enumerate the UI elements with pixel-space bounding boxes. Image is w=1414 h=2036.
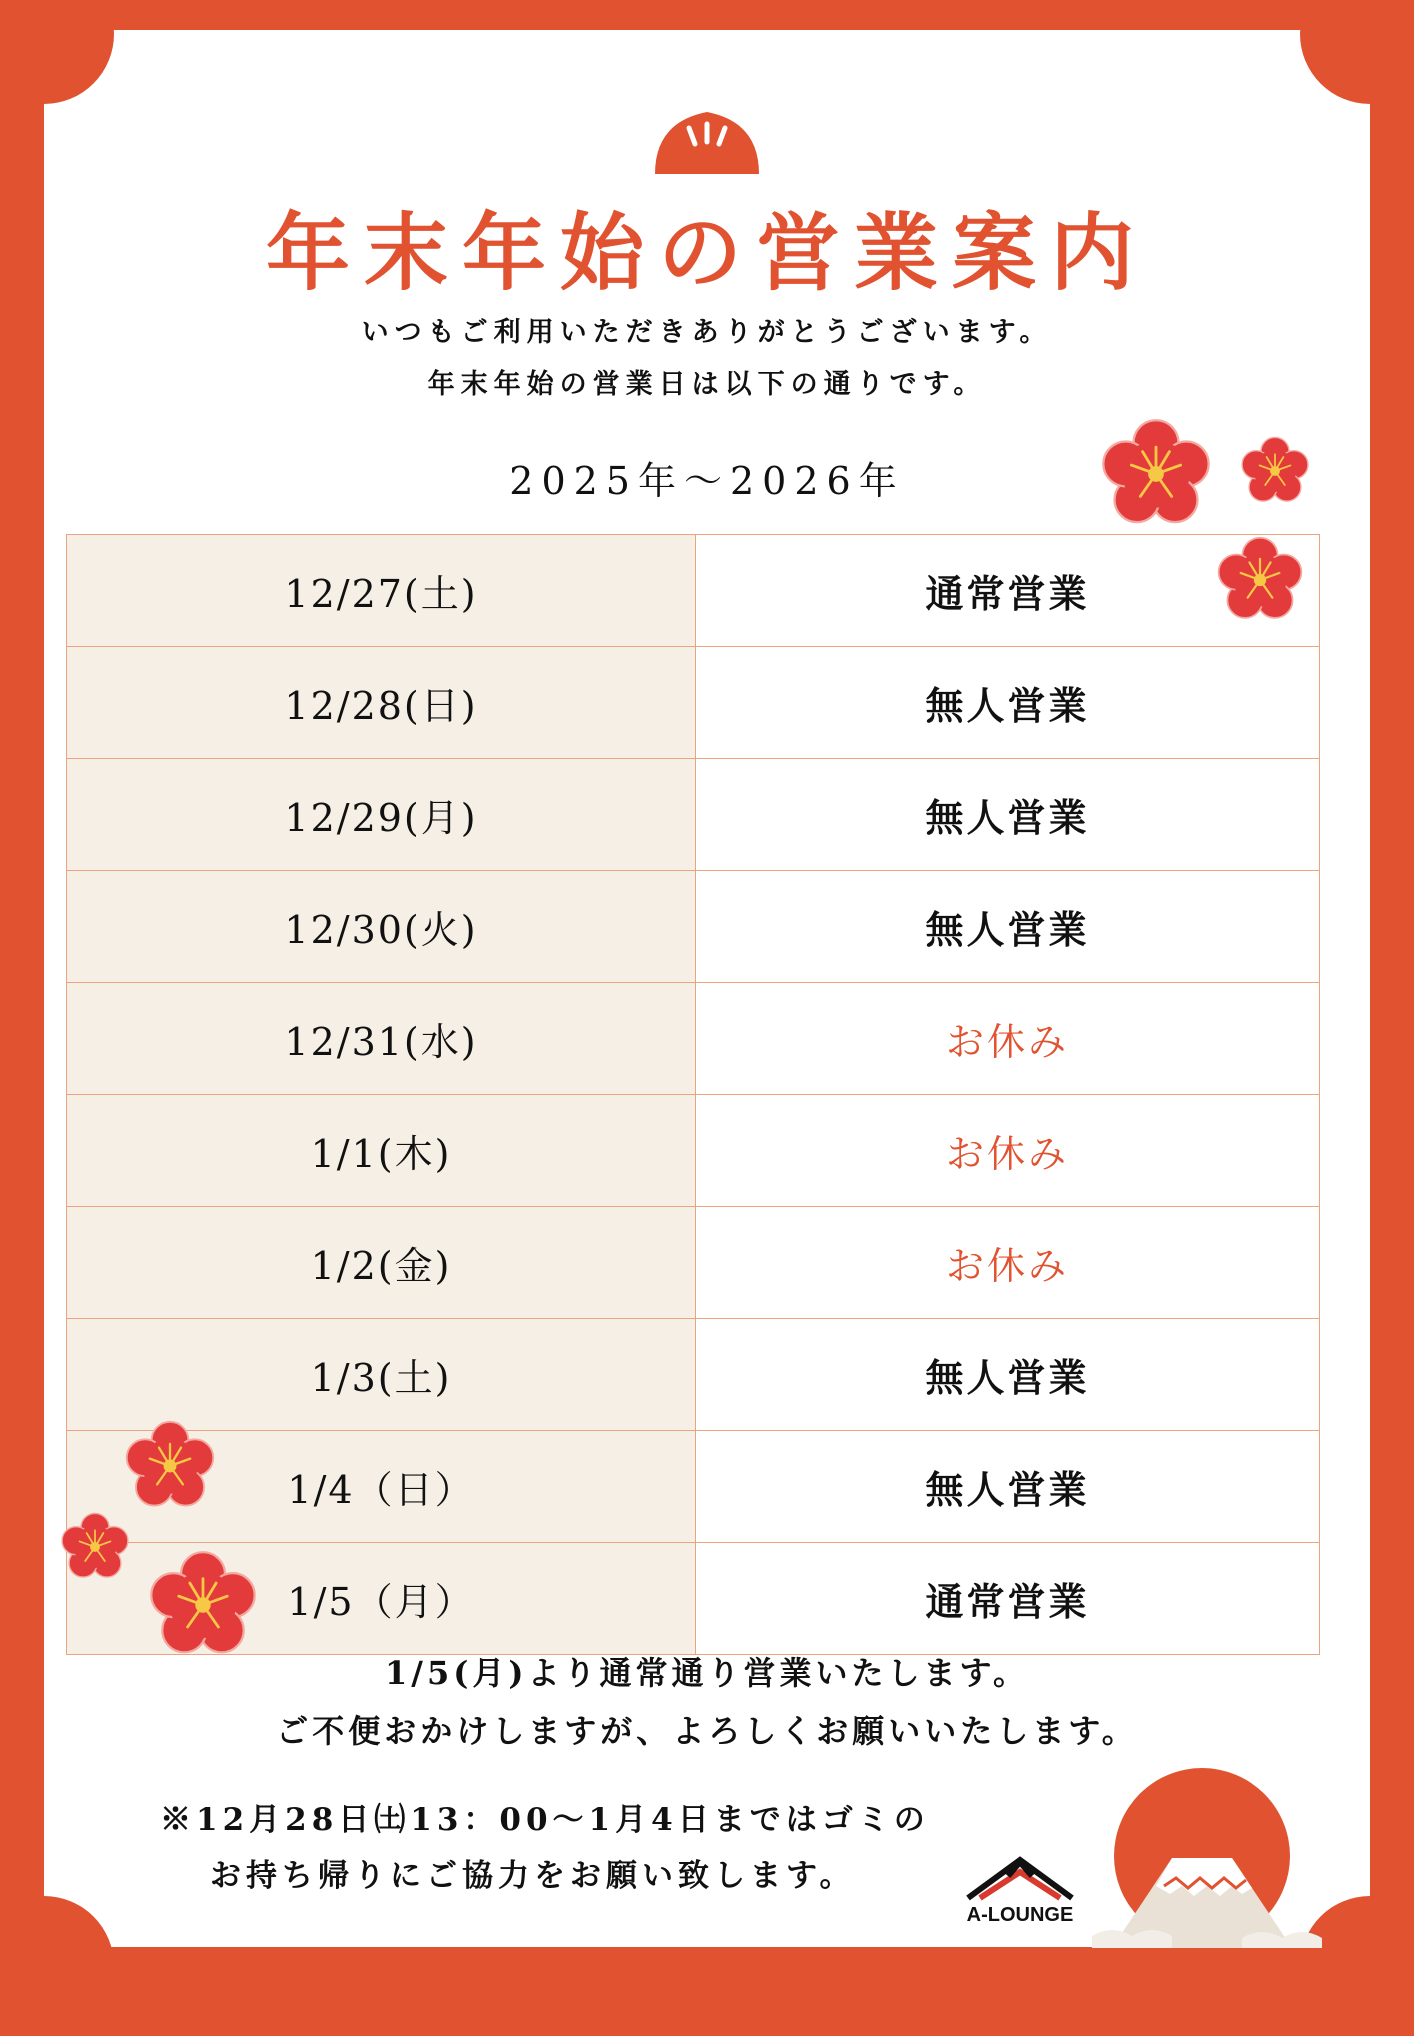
- schedule-date: 12/29(月): [67, 759, 696, 871]
- schedule-date: 1/3(土): [67, 1319, 696, 1431]
- schedule-date: 1/4（日）: [67, 1431, 696, 1543]
- a-lounge-logo-icon: [958, 1852, 1082, 1908]
- schedule-row: [67, 871, 1320, 983]
- schedule-row: [67, 1431, 1320, 1543]
- schedule-table: [66, 534, 1320, 1655]
- schedule-status: 通常営業: [696, 535, 1320, 647]
- logo-text: A-LOUNGE: [966, 1904, 1074, 1926]
- schedule-status: 無人営業: [696, 759, 1320, 871]
- schedule-status: 無人営業: [696, 647, 1320, 759]
- schedule-status: 無人営業: [696, 871, 1320, 983]
- mount-fuji-sun-icon: [1092, 1768, 1322, 1948]
- closing-text: [0, 1644, 1414, 1760]
- a-lounge-logo: [958, 1852, 1082, 1930]
- schedule-status: 無人営業: [696, 1431, 1320, 1543]
- schedule-status: お休み: [696, 983, 1320, 1095]
- intro-line: 年末年始の営業日は以下の通りです。: [427, 369, 987, 400]
- schedule-row: [67, 1095, 1320, 1207]
- closing-line: 1/5(月)より通常通り営業いたします。: [385, 1654, 1029, 1692]
- note-line: ※12月28日㈯13：00～1月4日まではゴミの: [160, 1802, 930, 1838]
- schedule-date: 12/30(火): [67, 871, 696, 983]
- plum-blossom-icon: [1100, 418, 1212, 530]
- note-line: お持ち帰りにご協力をお願い致します。: [210, 1858, 856, 1894]
- schedule-date: 1/5（月）: [67, 1543, 696, 1655]
- schedule-date: 12/28(日): [67, 647, 696, 759]
- schedule-row: [67, 759, 1320, 871]
- schedule-date: 1/1(木): [67, 1095, 696, 1207]
- schedule-date: 1/2(金): [67, 1207, 696, 1319]
- period-heading: 2025年～2026年: [509, 459, 905, 503]
- pine-ornament-icon: [651, 104, 763, 176]
- garbage-note: [160, 1792, 930, 1904]
- closing-line: ご不便おかけしますが、よろしくお願いいたします。: [276, 1712, 1138, 1750]
- schedule-status: 無人営業: [696, 1319, 1320, 1431]
- page-title: 年末年始の営業案内: [265, 203, 1148, 302]
- intro-text: [0, 307, 1414, 411]
- plum-blossom-icon: [148, 1550, 258, 1660]
- schedule-status: お休み: [696, 1207, 1320, 1319]
- plum-blossom-icon: [60, 1512, 130, 1582]
- intro-line: いつもご利用いただきありがとうございます。: [361, 317, 1053, 348]
- plum-blossom-icon: [1240, 436, 1310, 506]
- plum-blossom-icon: [124, 1420, 216, 1512]
- schedule-status: お休み: [696, 1095, 1320, 1207]
- schedule-row: [67, 647, 1320, 759]
- schedule-date: 12/27(土): [67, 535, 696, 647]
- schedule-row: [67, 535, 1320, 647]
- schedule-row: [67, 1207, 1320, 1319]
- plum-blossom-icon: [1216, 536, 1304, 624]
- schedule-row: [67, 983, 1320, 1095]
- schedule-status: 通常営業: [696, 1543, 1320, 1655]
- schedule-date: 12/31(水): [67, 983, 696, 1095]
- schedule-row: [67, 1319, 1320, 1431]
